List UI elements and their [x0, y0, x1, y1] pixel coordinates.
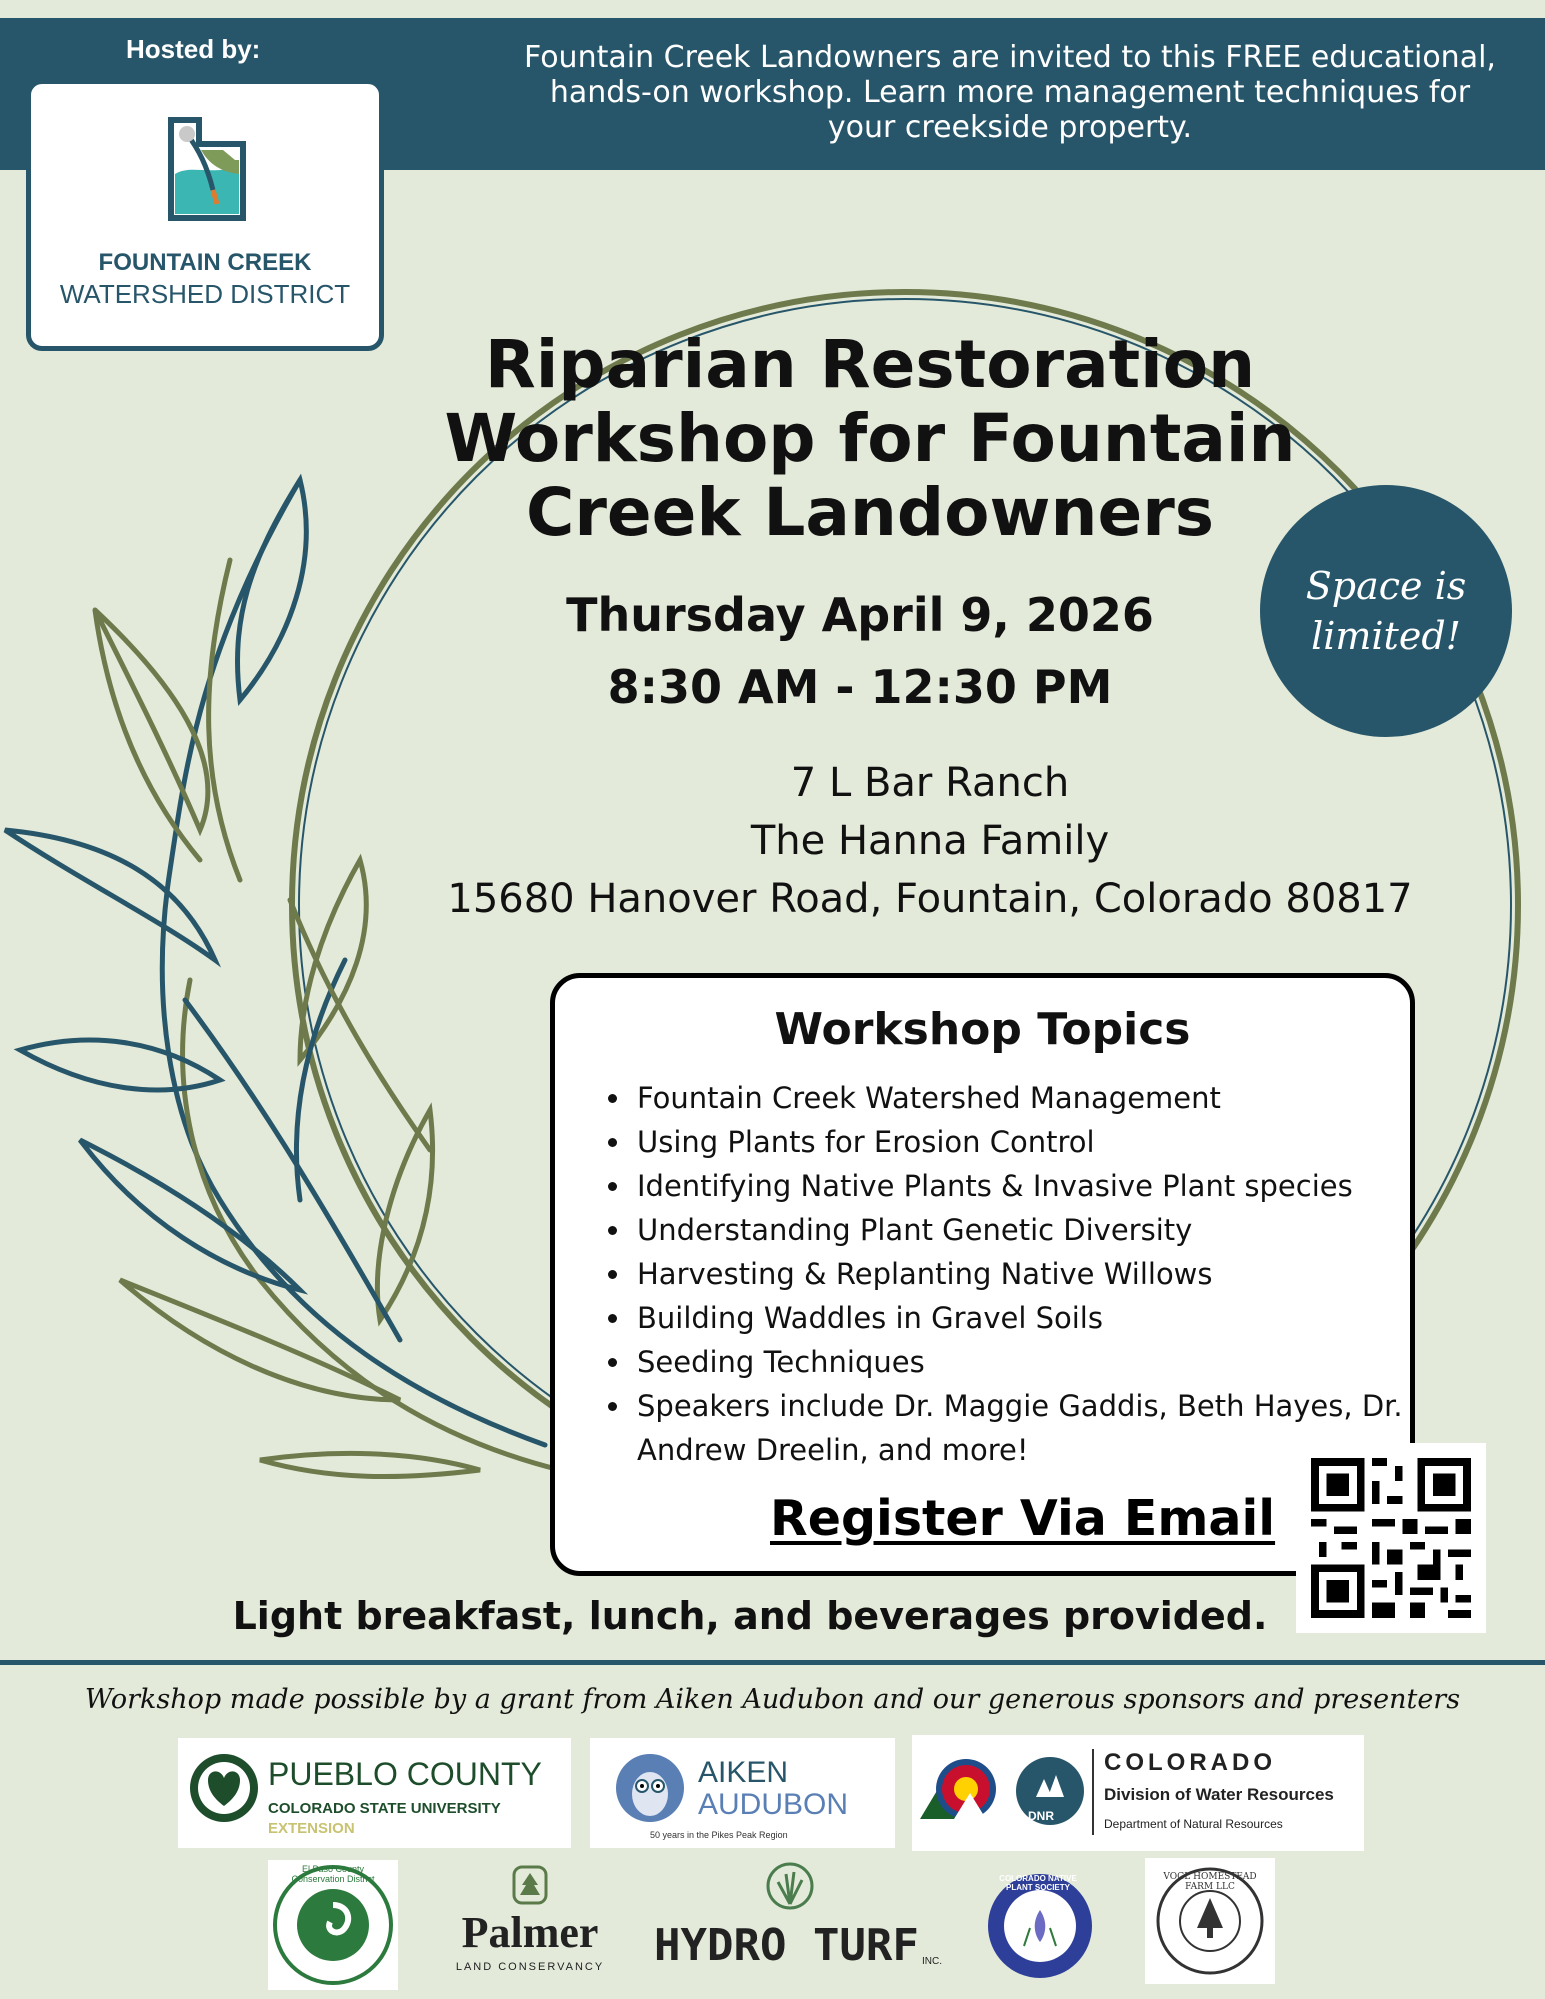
el-paso-ring-text: El Paso County Conservation District	[291, 1864, 375, 1884]
csu-text: COLORADO STATE UNIVERSITY	[268, 1800, 501, 1817]
badge-text: Space is limited!	[1305, 564, 1467, 658]
host-logo-name: FOUNTAIN CREEK	[98, 249, 312, 276]
sponsor-vogl-homestead	[1145, 1858, 1275, 1984]
sponsor-pueblo-county	[178, 1738, 571, 1848]
topics-heading: Workshop Topics	[774, 1004, 1191, 1055]
grant-acknowledgement: Workshop made possible by a grant from Aiken Audubon and our generous sponsors and presenters	[84, 1684, 1461, 1715]
host-logo	[26, 79, 384, 351]
sponsor-colorado-dwr	[912, 1735, 1364, 1851]
grass-icon	[760, 1860, 820, 1910]
intro-text: Fountain Creek Landowners are invited to this FREE educational, hands-on workshop. Learn more management techniques for your creekside property.	[524, 40, 1496, 145]
watershed-state-icon	[161, 114, 257, 226]
list-item: • Seeding Techniques	[633, 1340, 1423, 1384]
workshop-topics-box	[550, 973, 1415, 1576]
vogl-ring-text: VOGL HOMESTEAD FARM LLC	[1163, 1872, 1257, 1892]
list-item: • Using Plants for Erosion Control	[633, 1120, 1423, 1164]
event-title: Riparian Restoration Workshop for Fountain Creek Landowners	[444, 326, 1296, 551]
dnr-dept-text: Department of Natural Resources	[1104, 1817, 1283, 1831]
dnr-text: DNR	[1028, 1809, 1054, 1823]
register-via-email-link[interactable]: Register Via Email	[770, 1490, 1276, 1547]
list-item: • Fountain Creek Watershed Management	[633, 1076, 1423, 1120]
audubon-tagline: 50 years in the Pikes Peak Region	[650, 1830, 788, 1840]
sponsor-palmer	[440, 1865, 620, 1985]
sponsor-el-paso-conservation	[268, 1860, 398, 1990]
palmer-text: Palmer	[461, 1908, 599, 1957]
colorado-text: COLORADO	[1104, 1749, 1276, 1776]
csu-ram-icon	[186, 1750, 262, 1826]
palmer-subtext: LAND CONSERVANCY	[455, 1961, 605, 1973]
tree-icon	[512, 1865, 548, 1905]
audubon-text: AUDUBON	[698, 1788, 849, 1821]
cnps-ring-text: COLORADO NATIVE PLANT SOCIETY	[999, 1874, 1077, 1892]
list-item: • Building Waddles in Gravel Soils	[633, 1296, 1423, 1340]
hydro-turf-inc: INC.	[922, 1956, 942, 1967]
pueblo-county-text: PUEBLO COUNTY	[268, 1756, 542, 1792]
meals-provided-note: Light breakfast, lunch, and beverages provided.	[232, 1594, 1268, 1638]
venue-address: 15680 Hanover Road, Fountain, Colorado 80817	[447, 876, 1413, 922]
sponsor-colorado-native-plant-society	[990, 1862, 1090, 1982]
host-family: The Hanna Family	[750, 818, 1110, 864]
registration-qr-code[interactable]	[1296, 1443, 1486, 1633]
qr-code-icon	[1296, 1443, 1486, 1633]
space-limited-badge	[1260, 485, 1512, 737]
hydro-turf-text: HYDRO TURF	[654, 1920, 919, 1971]
venue-name: 7 L Bar Ranch	[790, 760, 1070, 806]
extension-text: EXTENSION	[268, 1820, 355, 1837]
event-time: 8:30 AM - 12:30 PM	[607, 660, 1113, 714]
list-item: • Identifying Native Plants & Invasive Plant species	[633, 1164, 1423, 1208]
owl-icon	[612, 1750, 688, 1826]
sponsor-hydro-turf	[650, 1860, 950, 1985]
footer-divider	[0, 1660, 1545, 1665]
hosted-by-label: Hosted by:	[126, 34, 261, 64]
sponsor-aiken-audubon	[590, 1738, 895, 1848]
list-item: • Understanding Plant Genetic Diversity	[633, 1208, 1423, 1252]
list-item: • Harvesting & Replanting Native Willows	[633, 1252, 1423, 1296]
list-item: • Speakers include Dr. Maggie Gaddis, Beth Hayes, Dr. Andrew Dreelin, and more!	[633, 1384, 1423, 1472]
aiken-text: AIKEN	[698, 1756, 789, 1789]
dwr-text: Division of Water Resources	[1104, 1785, 1334, 1804]
colorado-flag-icon	[914, 1749, 1010, 1835]
topics-list	[611, 1076, 1423, 1472]
event-date: Thursday April 9, 2026	[566, 588, 1154, 642]
host-logo-subname: WATERSHED DISTRICT	[59, 279, 351, 309]
